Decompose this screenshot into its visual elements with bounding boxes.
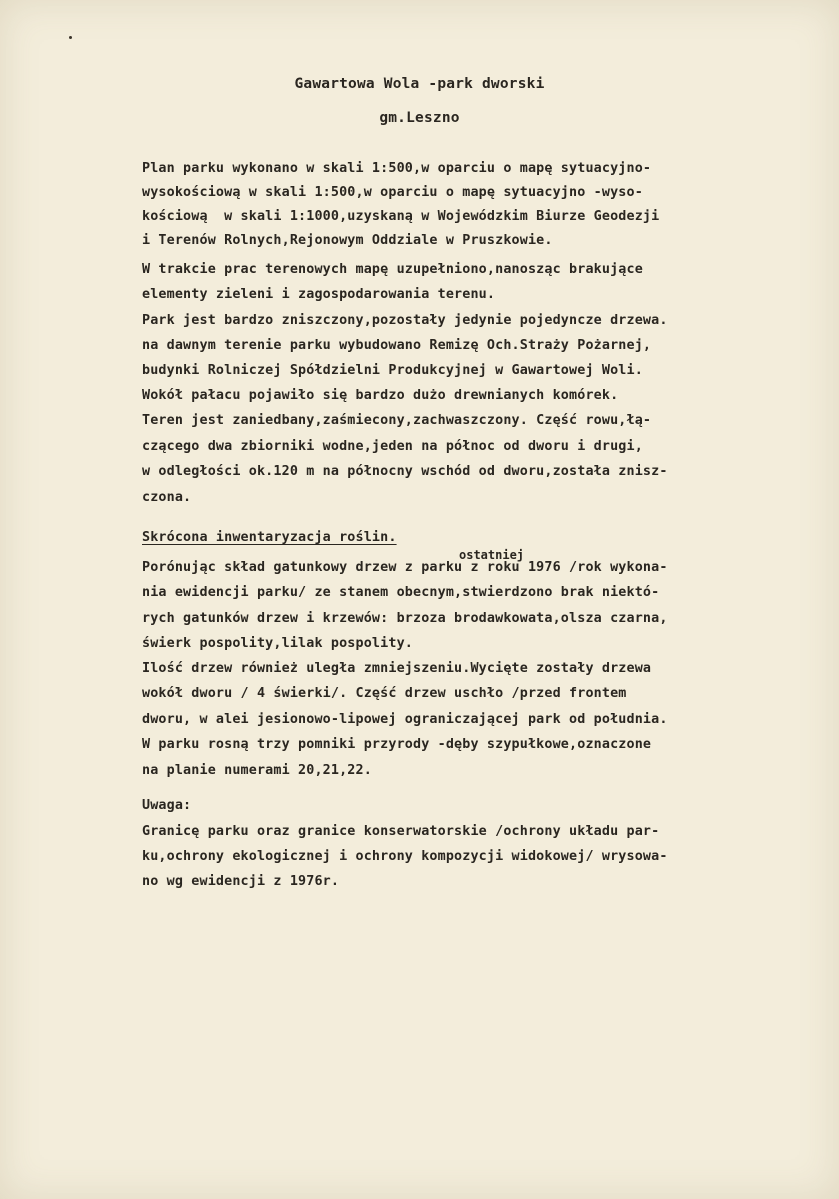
text-line: na dawnym terenie parku wybudowano Remizę Och.Straży Pożarnej,	[142, 338, 652, 353]
text-line: W parku rosną trzy pomniki przyrody -dęby szypułkowe,oznaczone	[142, 737, 652, 752]
text-line: na planie numerami 20,21,22.	[142, 763, 372, 778]
text-line: Park jest bardzo zniszczony,pozostały jedynie pojedyncze drzewa.	[142, 313, 668, 328]
note-line: Granicę parku oraz granice konserwatorskie /ochrony układu par-	[142, 824, 660, 839]
text-line: Teren jest zaniedbany,zaśmiecony,zachwaszczony. Część rowu,łą-	[142, 413, 652, 428]
note-label: Uwaga:	[142, 798, 192, 813]
text-line: kościową w skali 1:1000,uzyskaną w Wojewódzkim Biurze Geodezji	[142, 209, 660, 224]
text-line: w odległości ok.120 m na północny wschód od dworu,została znisz-	[142, 464, 668, 479]
typed-insertion: ostatniej	[459, 548, 525, 562]
note-line: ku,ochrony ekologicznej i ochrony kompozycji widokowej/ wrysowa-	[142, 849, 668, 864]
text-line: Ilość drzew również uległa zmniejszeniu.Wycięte zostały drzewa	[142, 661, 652, 676]
section-heading: Skrócona inwentaryzacja roślin.	[142, 530, 397, 545]
text-line: budynki Rolniczej Spółdzielni Produkcyjnej w Gawartowej Woli.	[142, 363, 643, 378]
text-line: świerk pospolity,lilak pospolity.	[142, 636, 413, 651]
text-line: W trakcie prac terenowych mapę uzupełniono,nanosząc brakujące	[142, 262, 643, 277]
text-line: wysokościową w skali 1:500,w oparciu o mapę sytuacyjno -wyso-	[142, 185, 643, 200]
text-line: elementy zieleni i zagospodarowania terenu.	[142, 287, 496, 302]
text-line: wokół dworu / 4 świerki/. Część drzew uschło /przed frontem	[142, 686, 627, 701]
document-title: Gawartowa Wola -park dworski	[294, 76, 545, 92]
text-line: czącego dwa zbiorniki wodne,jeden na północ od dworu i drugi,	[142, 439, 643, 454]
document-subtitle: gm.Leszno	[379, 110, 460, 126]
text-line: Porónując skład gatunkowy drzew z parku z roku 1976 /rok wykona-	[142, 560, 668, 575]
text-line: Wokół pałacu pojawiło się bardzo dużo drewnianych komórek.	[142, 388, 619, 403]
text-line: Plan parku wykonano w skali 1:500,w oparciu o mapę sytuacyjno-	[142, 161, 652, 176]
text-line: i Terenów Rolnych,Rejonowym Oddziale w Pruszkowie.	[142, 233, 553, 248]
text-line: dworu, w alei jesionowo-lipowej ograniczającej park od południa.	[142, 712, 668, 727]
paper-speck	[69, 36, 72, 39]
text-line: nia ewidencji parku/ ze stanem obecnym,stwierdzono brak niektó-	[142, 585, 660, 600]
text-line: rych gatunków drzew i krzewów: brzoza brodawkowata,olsza czarna,	[142, 611, 668, 626]
text-line: czona.	[142, 490, 192, 505]
note-line: no wg ewidencji z 1976r.	[142, 874, 340, 889]
